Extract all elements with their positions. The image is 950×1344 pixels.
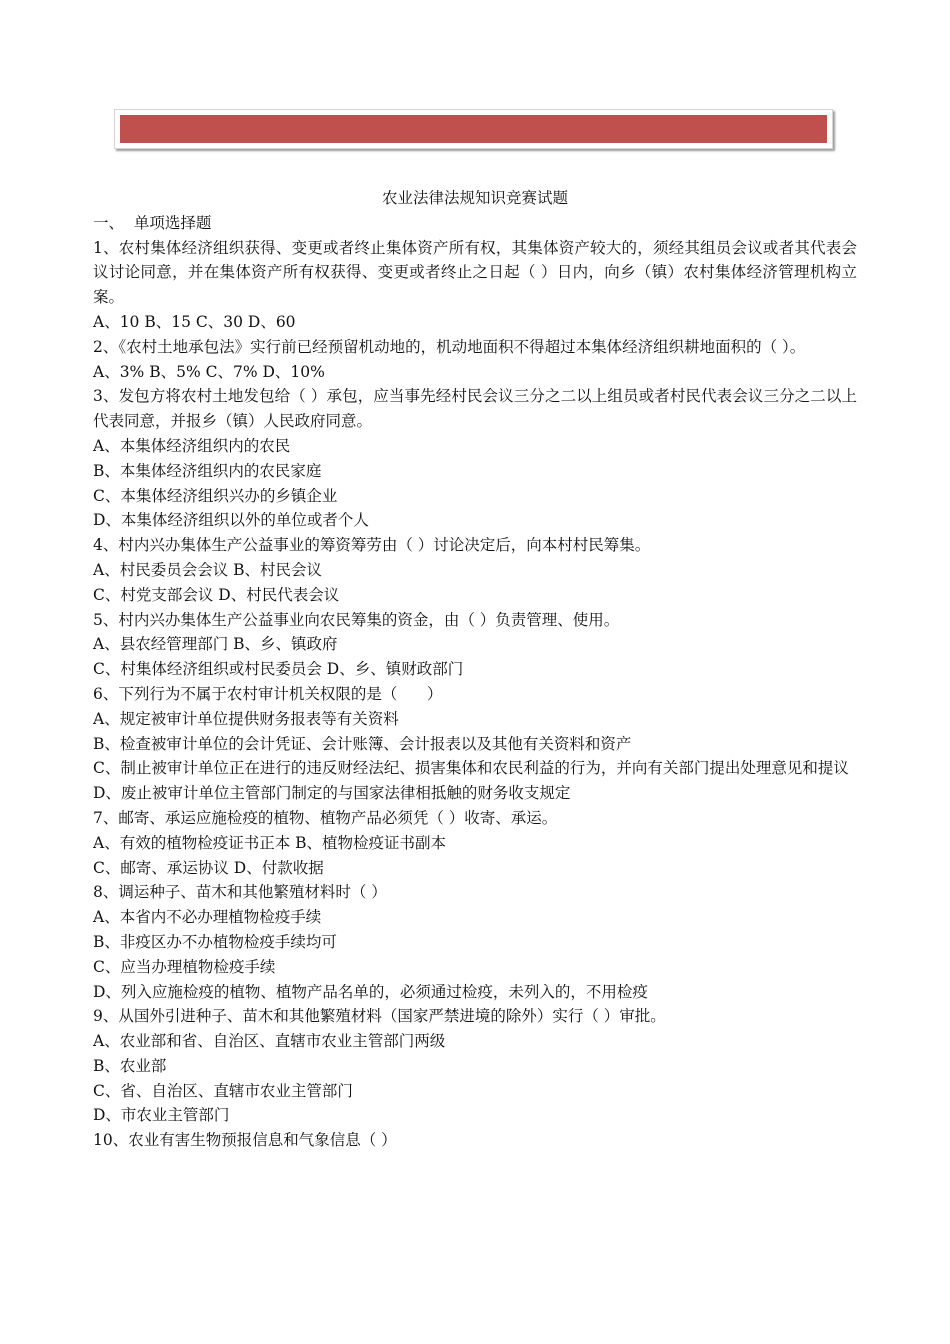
question-line: C、村党支部会议 D、村民代表会议 (93, 585, 340, 604)
question-line: 1、农村集体经济组织获得、变更或者终止集体资产所有权，其集体资产较大的，须经其组员会议或者其代表会议讨论同意，并在集体资产所有权获得、变更或者终止之日起（ ）日内，向乡（镇）农村集体经济管理机构立案。 (93, 238, 857, 307)
question-line: C、省、自治区、直辖市农业主管部门 (93, 1081, 353, 1100)
document-title: 农业法律法规知识竞赛试题 (381, 189, 568, 207)
section-heading: 一、 单项选择题 (93, 213, 212, 232)
question-line: B、检查被审计单位的会计凭证、会计账簿、会计报表以及其他有关资料和资产 (93, 734, 632, 753)
question-line: C、制止被审计单位正在进行的违反财经法纪、损害集体和农民利益的行为，并向有关部门提出处理意见和提议 (93, 759, 849, 778)
question-line: A、村民委员会会议 B、村民会议 (93, 560, 323, 579)
question-line: C、邮寄、承运协议 D、付款收据 (93, 858, 324, 877)
question-line: A、县农经管理部门 B、乡、镇政府 (93, 635, 338, 654)
question-line: 10、农业有害生物预报信息和气象信息（ ） (93, 1131, 397, 1150)
question-line: A、农业部和省、自治区、直辖市农业主管部门两级 (93, 1032, 446, 1051)
question-line: B、本集体经济组织内的农民家庭 (93, 461, 322, 480)
question-line: 8、调运种子、苗木和其他繁殖材料时（ ） (93, 883, 387, 902)
question-list (93, 236, 857, 1153)
question-line: B、非疫区办不办植物检疫手续均可 (93, 932, 337, 951)
question-line: A、本省内不必办理植物检疫手续 (93, 908, 322, 927)
question-line: 9、从国外引进种子、苗木和其他繁殖材料（国家严禁进境的除外）实行（ ）审批。 (93, 1007, 666, 1026)
question-line: A、3% B、5% C、7% D、10% (93, 362, 325, 381)
question-line: 4、村内兴办集体生产公益事业的筹资筹劳由（ ）讨论决定后，向本村村民筹集。 (93, 536, 651, 555)
question-line: 6、下列行为不属于农村审计机关权限的是（ ） (93, 684, 443, 703)
question-line: A、有效的植物检疫证书正本 B、植物检疫证书副本 (93, 833, 447, 852)
document-body (93, 186, 857, 1153)
question-line: C、村集体经济组织或村民委员会 D、乡、镇财政部门 (93, 660, 464, 679)
question-line: D、市农业主管部门 (93, 1106, 230, 1125)
header-banner-bar (120, 115, 827, 143)
question-line: A、10 B、15 C、30 D、60 (93, 312, 296, 331)
question-line: D、列入应施检疫的植物、植物产品名单的，必须通过检疫，未列入的，不用检疫 (93, 982, 648, 1001)
question-line: 7、邮寄、承运应施检疫的植物、植物产品必须凭（ ）收寄、承运。 (93, 808, 558, 827)
question-line: A、本集体经济组织内的农民 (93, 436, 291, 455)
question-line: D、废止被审计单位主管部门制定的与国家法律相抵触的财务收支规定 (93, 784, 571, 803)
question-line: A、规定被审计单位提供财务报表等有关资料 (93, 709, 399, 728)
question-line: 3、发包方将农村土地发包给（ ）承包，应当事先经村民会议三分之二以上组员或者村民代表会议三分之二以上代表同意，并报乡（镇）人民政府同意。 (93, 387, 857, 431)
question-line: D、本集体经济组织以外的单位或者个人 (93, 511, 369, 530)
question-line: 5、村内兴办集体生产公益事业向农民筹集的资金，由（ ）负责管理、使用。 (93, 610, 620, 629)
question-line: B、农业部 (93, 1056, 167, 1075)
question-line: C、应当办理植物检疫手续 (93, 957, 276, 976)
question-line: C、本集体经济组织兴办的乡镇企业 (93, 486, 338, 505)
header-banner (114, 109, 833, 149)
question-line: 2、《农村土地承包法》实行前已经预留机动地的，机动地面积不得超过本集体经济组织耕地面积的（ ）。 (93, 337, 806, 356)
